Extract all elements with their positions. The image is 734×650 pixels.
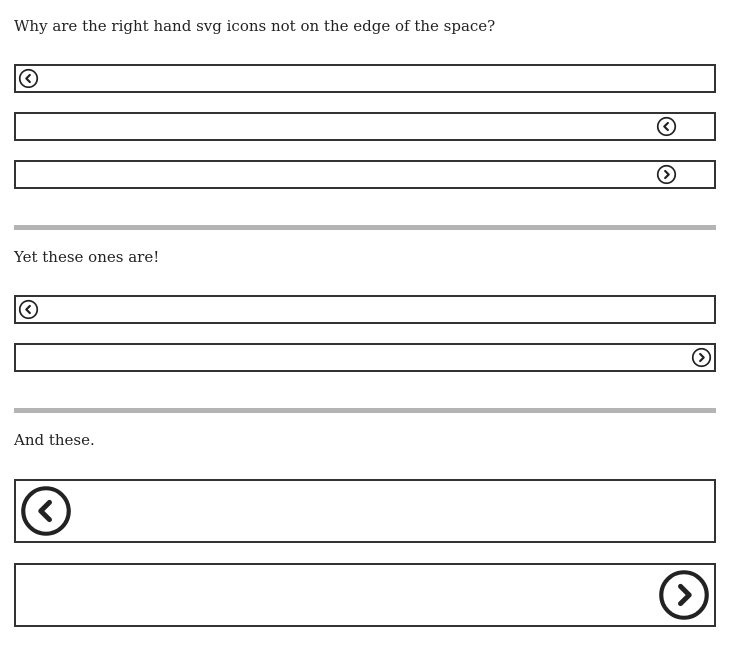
chevron-left-circle-icon[interactable] [20,485,72,537]
large-icon-row-left [14,479,716,543]
chevron-right-circle-icon[interactable] [691,347,712,368]
chevron-left-circle-icon[interactable] [656,116,677,137]
icon-row-left-1 [14,64,716,93]
chevron-left-circle-icon[interactable] [18,299,39,320]
section-divider [14,225,716,230]
icon-row-right-3 [14,343,716,372]
icon-row-left-2 [14,295,716,324]
chevron-left-circle-icon[interactable] [18,68,39,89]
chevron-right-circle-icon[interactable] [658,569,710,621]
caption-text: Yet these ones are! [14,248,160,266]
icon-row-right-1 [14,112,716,141]
section-divider [14,408,716,413]
chevron-right-circle-icon[interactable] [656,164,677,185]
icon-row-right-2 [14,160,716,189]
large-icon-row-right [14,563,716,627]
caption-text: And these. [14,431,95,449]
question-text: Why are the right hand svg icons not on the edge of the space? [14,17,496,35]
